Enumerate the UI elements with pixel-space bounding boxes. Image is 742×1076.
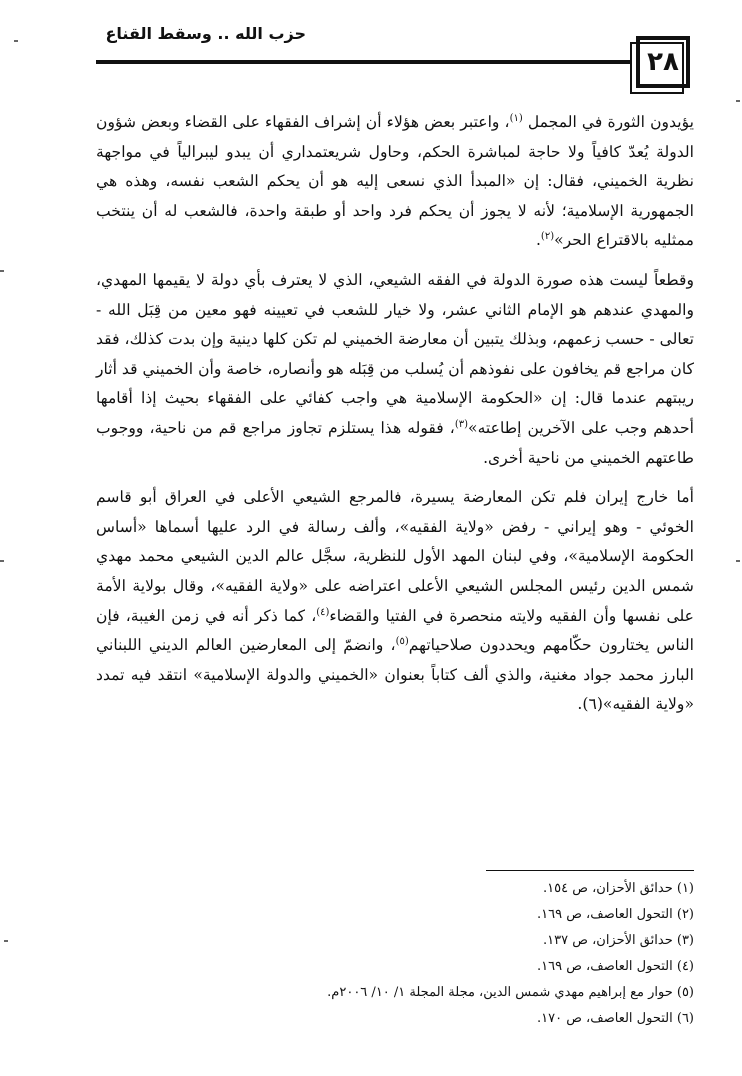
page-number-box — [636, 36, 690, 88]
running-header-title: حزب الله .. وسقط القناع — [105, 24, 306, 43]
footnote-3: (٣) حدائق الأحزان، ص ١٣٧. — [543, 933, 694, 948]
scan-margin-mark — [0, 270, 4, 272]
paragraph-text: وقطعاً ليست هذه صورة الدولة في الفقه الشيعي، الذي لا يعترف بأي دولة لا يقيمها المهدي، والمهدي عندهم هو الإمام الثاني عشر، ولا خيار للشعب في تعيينه فهو معين من قِبَل الله - تعالى - حسب زعمهم، وبذلك يتبين أن معارضة الخميني لم تكن كلها دينية وإن بدت كذلك، فقد كان مراجع قم يخافون على نفوذهم أن يُسلب من قِبَله هو وأنصاره، خاصة وأن الخميني قد أثار ريبتهم عندما قال: إن «الحكومة الإسلامية هي واجب كفائي على الفقهاء بحيث إذا أقامها أحدهم وجب على الآخرين إطاعته» — [96, 270, 694, 437]
footnote-ref: (٢) — [540, 231, 555, 243]
page-number: ٢٨ — [647, 47, 679, 77]
paragraph-2 — [96, 266, 694, 473]
scan-margin-mark — [4, 940, 8, 942]
header-rule — [96, 60, 632, 64]
footnote-ref: (٤) — [316, 606, 330, 618]
footnotes — [96, 876, 694, 1032]
paragraph-text: ، وانضمّ إلى المعارضين العالم الديني اللبناني البارز محمد جواد مغنية، والذي ألف كتاباً بعنوان «الخميني والدولة الإسلامية» انتقد فيه تمدد «ولاية الفقيه»(٦). — [96, 636, 694, 714]
main-text — [96, 108, 694, 730]
paragraph-text: ، كما ذكر أنه في زمن الغيبة، فإن الناس يختارون حكّامهم ويحددون صلاحياتهم — [96, 606, 694, 655]
paragraph-text: ، فقوله هذا يستلزم تجاوز مراجع قم من ناحية، ووجوب طاعتهم الخميني من ناحية أخرى. — [96, 418, 694, 467]
footnote-5: (٥) حوار مع إبراهيم مهدي شمس الدين، مجلة المجلة ١/ ١٠/ ٢٠٠٦م. — [327, 985, 694, 1000]
scan-margin-mark — [0, 560, 4, 562]
footnote-ref: (٥) — [395, 635, 409, 647]
paragraph-3 — [96, 483, 694, 720]
scan-margin-mark — [736, 560, 740, 562]
paragraph-1 — [96, 108, 694, 256]
footnote-1: (١) حدائق الأحزان، ص ١٥٤. — [543, 881, 694, 896]
footnote-6: (٦) التحول العاصف، ص ١٧٠. — [536, 1011, 694, 1026]
footnote-2: (٢) التحول العاصف، ص ١٦٩. — [536, 907, 694, 922]
footnote-ref: (٣) — [454, 418, 469, 430]
paragraph-text: ، واعتبر بعض هؤلاء أن إشراف الفقهاء على القضاء وبعض شؤون الدولة يُعدّ كافياً ولا حاجة لمباشرة الحكم، وحاول شريعتمداري أن يبدو ليبرالياً في مواجهة نظرية الخميني، فقال: إن «المبدأ الذي نسعى إليه هو أن يحكم الشعب نفسه، وهذه هي الجمهورية الإسلامية؛ لأنه لا يجوز أن يحكم فرد واحد أو طبقة واحدة، فالشعب له أن ينتخب ممثليه بالاقتراع الحر» — [96, 113, 694, 250]
scan-margin-mark — [14, 40, 18, 42]
paragraph-text: . — [535, 231, 541, 250]
footnote-separator — [486, 870, 694, 871]
scan-margin-mark — [736, 100, 740, 102]
footnote-4: (٤) التحول العاصف، ص ١٦٩. — [536, 959, 694, 974]
paragraph-text: أما خارج إيران فلم تكن المعارضة يسيرة، فالمرجع الشيعي الأعلى في العراق أبو قاسم الخوئي - وهو إيراني - رفض «ولاية الفقيه»، وألف رسالة في الرد عليها أسماها «أساس الحكومة الإسلامية»، وفي لبنان المهد الأول للنظرية، سجَّل عالم الدين الشيعي محمد مهدي شمس الدين رئيس المجلس الشيعي الأعلى اعتراضه على «ولاية الفقيه»، وقال بولاية الأمة على نفسها وأن الفقيه ولايته منحصرة في الفتيا والقضاء — [96, 488, 694, 625]
footnote-ref: (١) — [509, 112, 523, 124]
paragraph-text: يؤيدون الثورة في المجمل — [527, 113, 694, 131]
